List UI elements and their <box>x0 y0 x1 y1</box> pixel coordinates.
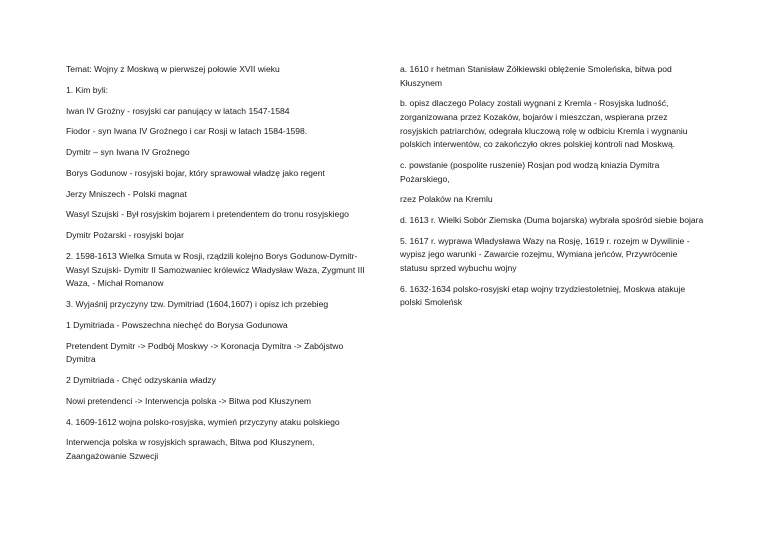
paragraph: d. 1613 r. Wielki Sobór Ziemska (Duma bojarska) wybrała spośród siebie bojara <box>400 215 704 226</box>
paragraph: 5. 1617 r. wyprawa Władysława Wazy na Rosję, 1619 r. rozejm w Dywilinie - wypisz jego warunki - Zawarcie rozejmu, Wymiana jeńców, Przywrócenie statusu sprzed wybuchu wojny <box>400 235 690 274</box>
paragraph: Wasyl Szujski - Był rosyjskim bojarem i pretendentem do tronu rosyjskiego <box>66 209 349 220</box>
paragraph: 2 Dymitriada - Chęć odzyskania władzy <box>66 374 216 385</box>
paragraph: 6. 1632-1634 polsko-rosyjski etap wojny trzydziestoletniej, Moskwa atakuje polski Smoleńsk <box>400 283 686 308</box>
paragraph: a. 1610 r hetman Stanisław Żółkiewski oblężenie Smoleńska, bitwa pod Kłuszynem <box>400 64 672 88</box>
paragraph: 1 Dymitriada - Powszechna niechęć do Borysa Godunowa <box>66 319 288 330</box>
paragraph: 4. 1609-1612 wojna polsko-rosyjska, wymień przyczyny ataku polskiego <box>66 416 340 427</box>
paragraph: Jerzy Mniszech - Polski magnat <box>66 188 187 199</box>
right-column <box>400 63 705 317</box>
lesson-title: Temat: Wojny z Moskwą w pierwszej połowie XVII wieku <box>66 64 280 74</box>
paragraph: 3. Wyjaśnij przyczyny tzw. Dymitriad (1604,1607) i opisz ich przebieg <box>66 299 329 309</box>
section-heading: 1. Kim byli: <box>66 84 109 95</box>
paragraph: Nowi pretendenci -> Interwencja polska -> Bitwa pod Kłuszynem <box>66 395 312 406</box>
paragraph: rzez Polaków na Kremlu <box>400 194 493 205</box>
paragraph: c. powstanie (pospolite ruszenie) Rosjan pod wodzą kniazia Dymitra Pożarskiego, <box>400 159 660 184</box>
paragraph: Dymitr – syn Iwana IV Groźnego <box>66 147 190 158</box>
paragraph: Borys Godunow - rosyjski bojar, który sprawował władzę jako regent <box>66 167 325 178</box>
paragraph: Dymitr Pożarski - rosyjski bojar <box>66 230 184 241</box>
paragraph: 2. 1598-1613 Wielka Smuta w Rosji, rządzili kolejno Borys Godunow-Dymitr-Wasyl Szujski- Dymitr II Samozwaniec królewicz Władysław Waza, Zygmunt III Waza, - Michał Romanow <box>66 251 365 289</box>
paragraph: Iwan IV Groźny - rosyjski car panujący w latach 1547-1584 <box>66 105 290 116</box>
paragraph: b. opisz dlaczego Polacy zostali wygnani z Kremla - Rosyjska ludność, zorganizowana przez Kozaków, bojarów i mieszczan, wspierana przez rosyjskich patriarchów, odegrała kluczową rolę w odbiciu Kremla i wygnaniu polskich interwentów, co zakończyło okres polskiej kontroli nad Moskwą. <box>400 98 688 150</box>
paragraph: Interwencja polska w rosyjskich sprawach, Bitwa pod Kłuszynem, Zaangażowanie Szwecji <box>66 437 315 461</box>
paragraph: Pretendent Dymitr -> Podbój Moskwy -> Koronacja Dymitra -> Zabójstwo Dymitra <box>66 340 344 365</box>
left-column <box>66 63 370 471</box>
paragraph: Fiodor - syn Iwana IV Groźnego i car Rosji w latach 1584-1598. <box>66 126 308 137</box>
